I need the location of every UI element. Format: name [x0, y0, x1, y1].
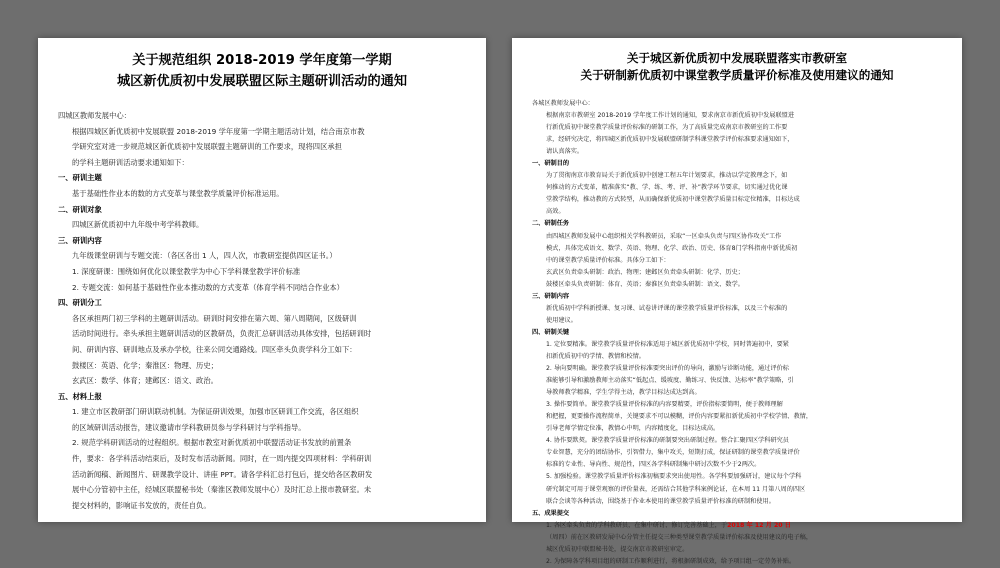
paragraph-line: 九年级课堂研训与专题交流：（各区各出 1 人，四人次，市教研室提供四区证书。） [72, 251, 337, 261]
paragraph-line: 2. 专题交流：如何基于基础性作业本推动数的方式变革（体育学科不同结合作业本） [72, 282, 344, 292]
paragraph-line: 1. 深度研课：围绕如何优化以课堂教学为中心下学科课堂教学评价标准 [72, 266, 301, 276]
section-heading: 五、材料上报 [58, 391, 102, 401]
paragraph-line: 玄武区负责牵头研制：政治、物理；建邺区负责牵头研制：化学、历史； [546, 268, 744, 276]
paragraph-text: 1. 各区牵头负责的学科教研员，在集中研讨、修订完善基础上，于 [546, 521, 728, 529]
paragraph-line: （周四）前在区教研发展中心分管主任提交三种类型课堂教学质量评价标准及使用建议的电子稿， [546, 533, 813, 541]
paragraph-line: 鼓楼区：英语、化学；秦淮区：物理、历史； [72, 360, 218, 370]
paragraph-line: 2. 导向要明确。课堂教学质量评价标准要突出评价的导向，激励与诊断功能，通过评价标 [546, 365, 789, 373]
paragraph-line: 提交材料的，影响证书发放的，责任自负。 [72, 500, 211, 510]
paragraph-line: 2. 规范学科研训活动的过程组织。根据市教室对新优质初中联盟活动证书发放的前置条 [72, 438, 352, 448]
deadline-date: 2018 年 12 月 20 日 [727, 521, 791, 529]
paragraph-line [532, 520, 942, 532]
paragraph-line: 基于基础性作业本的数的方式变革与课堂教学质量评价标准运用。 [72, 188, 284, 198]
document-page-right [512, 38, 962, 565]
paragraph-line: 何推动的方式变革，精准落实“教、学、练、考、评、补”教学环节要求，切实通过优化课 [546, 184, 788, 192]
document-title-line: 关于规范组织 2018-2019 学年度第一学期 [132, 53, 392, 68]
section-heading: 一、研制目的 [532, 160, 570, 168]
paragraph-line: 1. 建立市区教研部门研训联动机制。为保证研训效果，加强市区研训工作交流，各区组织 [72, 407, 359, 417]
paragraph-line: 和把握，更要操作流程简单，关键要求不可以模糊，评价内容要紧扣新优质初中学校学情、教情， [546, 413, 813, 421]
paragraph-line: 的学科主题研训活动要求通知如下： [72, 157, 189, 167]
paragraph-line: 标准的专业性、导向性、规范性，四区各学科研制集中研讨次数不少于2两次。 [546, 461, 761, 469]
paragraph-line: 玄武区：数学、体育；建邺区：语文、政治。 [72, 376, 218, 386]
paragraph-line: 联合会谈等各种活动，围绕基于作业本使用的课堂教学质量评价标准的研制和使用。 [546, 497, 775, 505]
paragraph-line: 5. 加强检验。课堂教学质量评价标准初稿要求突出使用性。各学科要加强研讨，建议每个学科 [546, 473, 802, 481]
paragraph-line: 1. 定位要精准。课堂教学质量评价标准适用于城区新优质初中学校，同时普遍初中，要紧 [546, 340, 789, 348]
document-title-line: 城区新优质初中发展联盟区际主题研训活动的通知 [116, 74, 408, 89]
paragraph-line: 的区域研训活动报告，建议邀请市学科教研员参与学科研讨与学科指导。 [72, 422, 306, 432]
paragraph-line: 3. 操作要简单。课堂教学质量评价标准的内容要精要，评价指标要简明，便于教师理解 [546, 401, 783, 409]
paragraph-line: 各区承担两门初三学科的主题研训活动。研训时间安排在第六周、第八周期间，区级研训 [72, 313, 357, 323]
paragraph-line: 学研究室对进一步规范城区新优质初中发展联盟主题研训的工作要求，现将四区承担 [72, 142, 342, 152]
paragraph-line: 鼓楼区牵头负责研制：体育、英语；秦淮区负责牵头研制：语文、数学。 [546, 280, 744, 288]
paragraph-line: 展中心分管初中主任，经城区联盟秘书处（秦淮区教师发展中心）及时汇总上报市教研室。未 [72, 485, 372, 495]
section-heading: 四、研训分工 [58, 298, 102, 308]
paragraph-line: 中的课堂教学质量评价标准。具体分工如下： [546, 256, 670, 264]
section-heading: 一、研训主题 [58, 173, 102, 183]
paragraph-line: 城区优质初中联盟秘书处，提交南京市教研室审定。 [546, 545, 689, 553]
paragraph-line: 间、研训内容、研训地点及承办学校，往来公同交通路线。四区牵头负责学科分工如下： [72, 344, 357, 354]
section-heading: 二、研制任务 [532, 220, 570, 228]
paragraph-line: 新优质初中学科新授课、复习课、试卷讲评课的课堂教学质量评价标准，以及三个标准的 [546, 304, 788, 312]
paragraph-line: 四城区教师发展中心： [58, 111, 131, 120]
section-heading: 四、研制关键 [532, 328, 570, 336]
section-heading: 三、研训内容 [58, 235, 102, 245]
document-body [58, 108, 466, 513]
paragraph-line: 4. 协作要默契。课堂教学质量评价标准的研制要突出研制过程。整合汇聚四区学科研究员 [546, 437, 789, 445]
section-heading: 三、研制内容 [532, 292, 570, 300]
paragraph-line: 根据四城区新优质初中发展联盟 2018-2019 学年度第一学期主题活动计划，结合南京市教 [72, 126, 365, 136]
paragraph-line: 行新优质初中课堂教学质量评价标准的研制工作，为了高质量完成南京市教研室的工作要 [546, 124, 788, 132]
paragraph-line: 活动新闻稿、新闻图片、研课教学设计、讲座 PPT。请各学科汇总打包后，提交给各区教研发 [72, 469, 373, 479]
paragraph-line: 根据南京市教研室 2018-2019 学年度工作计划的通知，要求南京市新优质初中发展联盟进 [546, 112, 795, 120]
document-page-left [38, 38, 486, 522]
paragraph-line: 四城区新优质初中九年级中考学科教师。 [72, 220, 204, 230]
paragraph-line: 请认真落实。 [546, 148, 584, 156]
paragraph-line: 件，要求：各学科活动结束后，及时发布活动新闻。同时，在一周内提交四项材料：学科研训 [72, 454, 372, 464]
paragraph-line: 导教师教学精准，学生学得主动，教学目标达成达到高。 [546, 389, 701, 397]
paragraph-line: 引导老师学情定位准，教情心中明，内容精度化，目标达成高。 [546, 425, 720, 433]
section-heading: 二、研训对象 [58, 204, 102, 214]
paragraph-line: 模式，具体完成语文、数学、英语、物理、化学、政治、历史、体育8门学科指南中新优质初 [546, 244, 798, 252]
section-heading: 五、成果提交 [532, 509, 570, 517]
document-title-line: 关于研制新优质初中课堂教学质量评价标准及使用建议的通知 [580, 68, 894, 82]
paragraph-line: 堂教学结构，推动教的方式转型，从而确保新优质初中课堂教学质量目标定位精准，目标达成 [546, 196, 800, 204]
paragraph-line: 求，经研究决定，将四城区新优质初中发展联盟研制学科课堂教学评价标准要求通知如下， [546, 136, 794, 144]
paragraph-line: 由四城区教师发展中心组织相关学科教研员，采取“一区牵头负责与四区协作攻关”工作 [546, 232, 782, 240]
paragraph-line: 为了贯彻南京市教育局关于新优质初中创建工程五年计划要求，推动以学定教理念下，如 [546, 172, 788, 180]
paragraph-line: 2. 为保障各学科项目组的研制工作顺利进行，将根据研制成效，给予项目组一定劳务补贴。 [546, 557, 796, 565]
paragraph-line: 各城区教师发展中心： [532, 100, 594, 107]
paragraph-line: 专业智慧，充分的团结协作，引智借力，集中攻关，短期打成，保证研制的课堂教学质量评价 [546, 449, 800, 457]
paragraph-line: 高效。 [546, 208, 565, 216]
paragraph-line: 研究制定可用于课堂观察的评价量表，还需结合其他学科案例论证，在本周 11 月第八周的四区 [546, 485, 806, 493]
paragraph-line: 使用建议。 [546, 316, 577, 324]
paragraph-line: 扣新优质初中的学情、教情和校情。 [546, 352, 645, 360]
paragraph-line: 活动时间进行。牵头承担主题研训活动的区教研员，负责汇总研训活动具体安排，包括研训时 [72, 329, 372, 339]
document-title-line: 关于城区新优质初中发展联盟落实市教研室 [626, 51, 848, 65]
paragraph-line: 准能够引导和激励教师主动落实“低起点、缓坡度、勤练习、快反馈、达标率”教学策略，引 [546, 377, 794, 385]
document-body [532, 98, 942, 568]
